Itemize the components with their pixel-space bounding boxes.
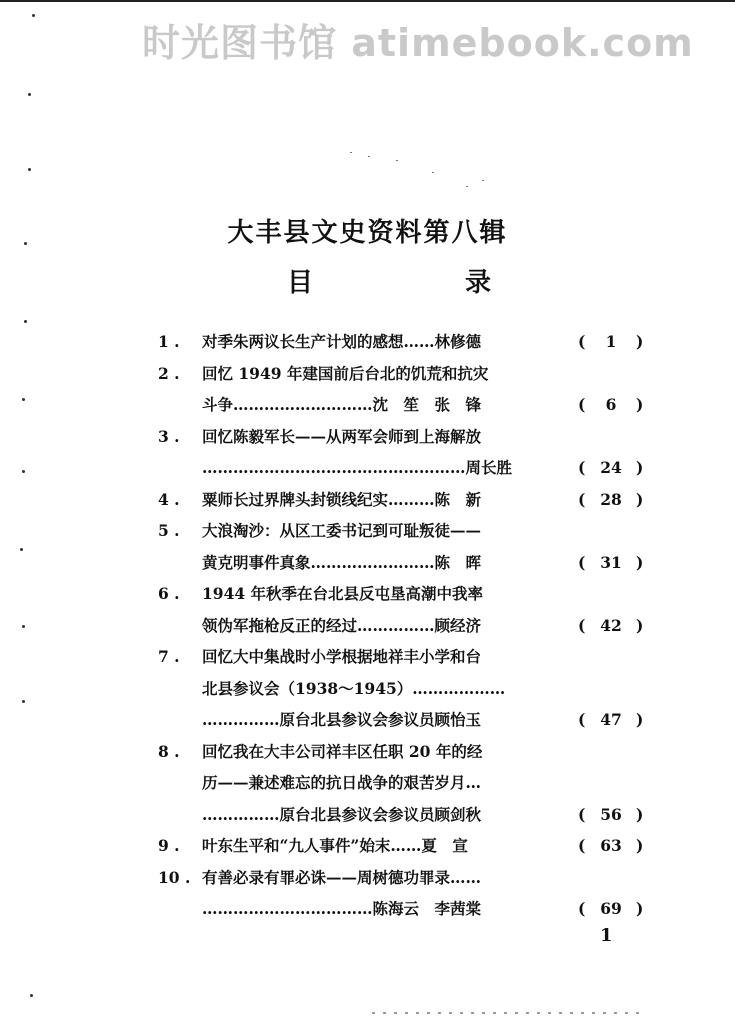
open-paren: ( xyxy=(578,836,586,855)
toc-entry-text: ……………原台北县参议会参议员顾怡玉 xyxy=(202,710,482,729)
toc-entry-number: 7 . xyxy=(158,647,180,666)
toc-line xyxy=(158,484,658,516)
scan-speck xyxy=(22,470,25,473)
toc-line xyxy=(158,452,658,484)
open-paren: ( xyxy=(578,332,586,351)
open-paren: ( xyxy=(578,804,586,824)
toc-line xyxy=(158,547,658,579)
toc-line xyxy=(158,515,658,547)
toc-entry-number: 1 . xyxy=(158,332,180,351)
scan-speck xyxy=(24,320,27,323)
toc-line xyxy=(158,767,658,799)
toc-page-number: 42 xyxy=(600,615,622,635)
toc-entry-number: 3 . xyxy=(158,426,180,446)
page-number: 1 xyxy=(600,925,613,946)
toc-page-number: 24 xyxy=(600,458,622,477)
toc-entry-number: 10 . xyxy=(158,867,191,887)
scan-speck xyxy=(28,93,31,96)
toc-entry-text: 回忆我在大丰公司祥丰区任职 20 年的经 xyxy=(202,741,483,761)
toc-entry-number: 5 . xyxy=(158,521,180,540)
toc-entry-text: ……………原台北县参议会参议员顾剑秋 xyxy=(202,804,482,824)
open-paren: ( xyxy=(578,458,586,477)
toc-page-number: 56 xyxy=(600,804,622,824)
toc-line xyxy=(158,389,658,421)
close-paren: ) xyxy=(636,804,644,824)
toc-line xyxy=(158,578,658,610)
top-border-line xyxy=(0,0,735,2)
toc-entry-text: 有善必录有罪必诛——周树德功罪录…… xyxy=(202,867,482,887)
scan-speck xyxy=(22,700,25,703)
toc-page-number: 1 xyxy=(605,332,617,351)
scan-speck xyxy=(32,14,35,17)
toc-entry-text: 叶东生平和“九人事件”始末……夏 宣 xyxy=(202,836,468,855)
toc-page-number: 28 xyxy=(600,489,622,509)
toc-entry-text: 北县参议会（1938～1945）……………… xyxy=(202,678,506,698)
scan-speck xyxy=(20,548,23,551)
toc-page-number: 47 xyxy=(600,710,622,729)
close-paren: ) xyxy=(636,489,644,509)
toc-entry-text: 1944 年秋季在台北县反屯垦高潮中我率 xyxy=(202,584,484,603)
scan-speck xyxy=(482,180,484,181)
toc-entry-text: 回忆陈毅军长——从两军会师到上海解放 xyxy=(202,426,482,446)
open-paren: ( xyxy=(578,899,586,918)
close-paren: ) xyxy=(636,615,644,635)
toc-line xyxy=(158,830,658,862)
toc-entry-text: ……………………………陈海云 李茜棠 xyxy=(202,899,482,918)
open-paren: ( xyxy=(578,615,586,635)
toc-entry-text: 大浪淘沙：从区工委书记到可耻叛徒—— xyxy=(202,521,482,540)
toc-entry-text: 领伪军拖枪反正的经过……………顾经济 xyxy=(202,615,482,635)
toc-line xyxy=(158,799,658,831)
close-paren: ) xyxy=(636,332,644,351)
scan-speck xyxy=(22,398,25,401)
toc-line xyxy=(158,736,658,768)
scan-speck xyxy=(22,625,25,628)
toc-entry-number: 6 . xyxy=(158,584,180,603)
toc-entry-text: ……………………………………………周长胜 xyxy=(202,458,513,477)
toc-line xyxy=(158,893,658,925)
toc-page-number: 6 xyxy=(605,395,617,414)
toc-line xyxy=(158,641,658,673)
toc-line xyxy=(158,704,658,736)
scan-speck xyxy=(466,186,468,187)
close-paren: ) xyxy=(636,899,644,918)
scan-speck xyxy=(350,152,352,153)
toc-entry-text: 斗争………………………沈 笙 张 锋 xyxy=(202,395,482,414)
toc-page-number: 63 xyxy=(600,836,622,855)
toc-entry-text: 历——兼述难忘的抗日战争的艰苦岁月… xyxy=(202,773,482,792)
scan-speck xyxy=(396,160,398,161)
toc-entry-number: 9 . xyxy=(158,836,180,855)
table-of-contents xyxy=(158,326,658,925)
heading-char: 目 xyxy=(287,268,314,298)
close-paren: ) xyxy=(636,710,644,729)
toc-line xyxy=(158,326,658,358)
toc-entry-text: 粟师长过界牌头封锁线纪实………陈 新 xyxy=(202,489,482,509)
open-paren: ( xyxy=(578,489,586,509)
close-paren: ) xyxy=(636,458,644,477)
toc-entry-text: 黄克明事件真象……………………陈 晖 xyxy=(202,552,482,572)
toc-line xyxy=(158,358,658,390)
toc-line xyxy=(158,862,658,894)
scan-speck xyxy=(30,994,33,997)
toc-entry-number: 4 . xyxy=(158,489,180,509)
toc-entry-number: 2 . xyxy=(158,363,180,383)
open-paren: ( xyxy=(578,395,586,414)
toc-line xyxy=(158,421,658,453)
open-paren: ( xyxy=(578,552,586,572)
heading-char: 录 xyxy=(465,268,492,298)
toc-entry-text: 对季朱两议长生产计划的感想……林修德 xyxy=(202,332,482,351)
toc-page-number: 69 xyxy=(600,899,622,918)
toc-line xyxy=(158,673,658,705)
watermark: 时光图书馆 atimebook.com xyxy=(142,21,694,65)
close-paren: ) xyxy=(636,552,644,572)
scan-speck xyxy=(28,168,31,171)
toc-page-number: 31 xyxy=(600,552,622,572)
scan-speck xyxy=(432,172,434,173)
toc-entry-number: 8 . xyxy=(158,741,180,761)
book-title: 大丰县文史资料第八辑 xyxy=(227,218,508,248)
scan-noise xyxy=(372,1012,642,1014)
close-paren: ) xyxy=(636,395,644,414)
toc-line xyxy=(158,610,658,642)
close-paren: ) xyxy=(636,836,644,855)
toc-entry-text: 回忆 1949 年建国前后台北的饥荒和抗灾 xyxy=(202,363,489,383)
open-paren: ( xyxy=(578,710,586,729)
scan-speck xyxy=(368,156,370,157)
toc-entry-text: 回忆大中集战时小学根据地祥丰小学和台 xyxy=(202,647,482,666)
